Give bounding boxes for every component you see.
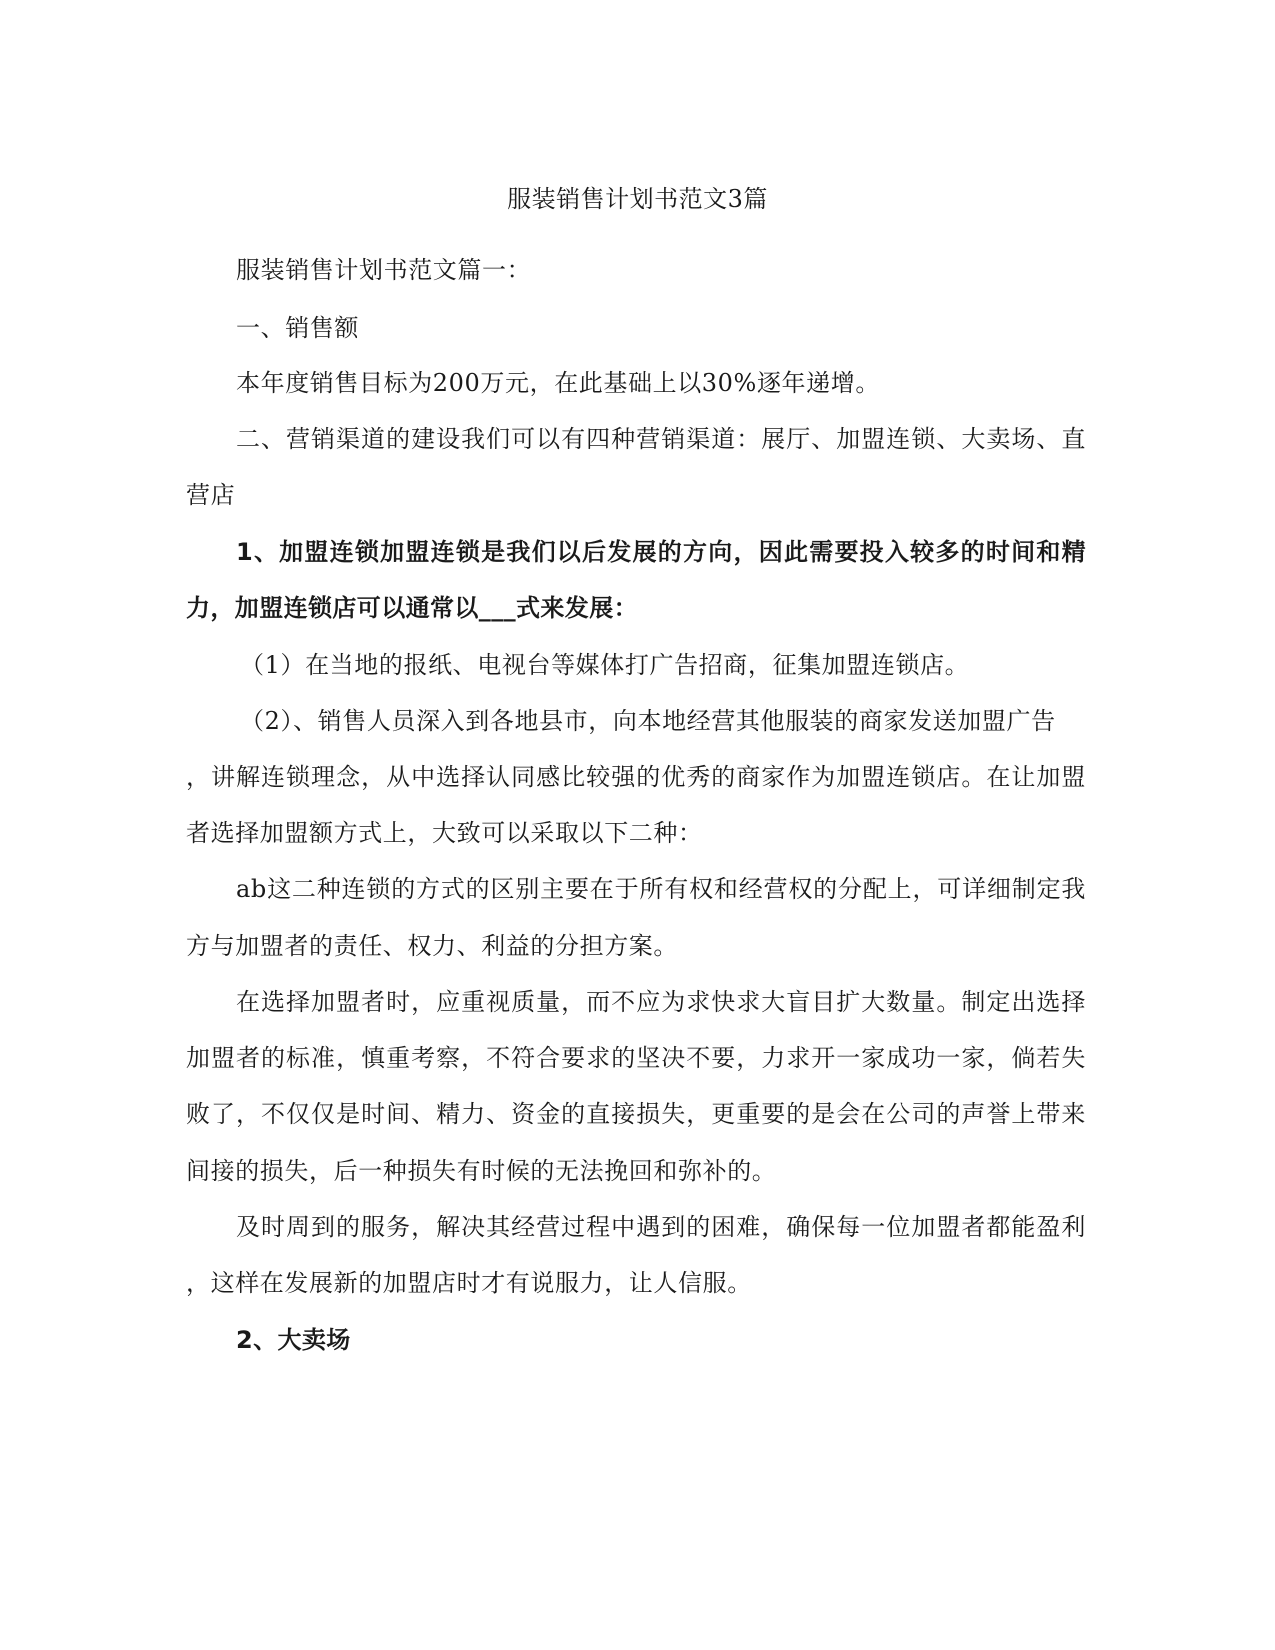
heading-hypermarket: 2、大卖场 [236,1326,351,1354]
list-item-2-line-3: 者选择加盟额方式上，大致可以采取以下二种： [186,819,703,847]
paragraph-selection-line-4: 间接的损失，后一种损失有时候的无法挽回和弥补的。 [186,1157,777,1185]
paragraph-service-line-1: 及时周到的服务，解决其经营过程中遇到的困难，确保每一位加盟者都能盈利 [236,1213,1086,1241]
document-title: 服装销售计划书范文3篇 [507,185,768,213]
list-item-2-line-1: （2）、销售人员深入到各地县市，向本地经营其他服装的商家发送加盟广告 [240,707,1056,735]
paragraph-selection-line-1: 在选择加盟者时，应重视质量，而不应为求快求大盲目扩大数量。制定出选择 [236,988,1086,1016]
heading-sales-amount: 一、销售额 [236,314,359,342]
paragraph-service-line-2: ，这样在发展新的加盟店时才有说服力，让人信服。 [186,1269,752,1297]
paragraph-selection-line-2: 加盟者的标准，慎重考察，不符合要求的坚决不要，力求开一家成功一家，倘若失 [186,1044,1086,1072]
paragraph-selection-line-3: 败了，不仅仅是时间、精力、资金的直接损失，更重要的是会在公司的声誉上带来 [186,1100,1086,1128]
list-item-2-line-2: ，讲解连锁理念，从中选择认同感比较强的优秀的商家作为加盟连锁店。在让加盟 [186,763,1086,791]
paragraph-sales-target: 本年度销售目标为200万元，在此基础上以30%逐年递增。 [236,369,880,397]
paragraph-ab-line-2: 方与加盟者的责任、权力、利益的分担方案。 [186,932,678,960]
paragraph-channels-line-2: 营店 [186,481,236,509]
paragraph-channels-line-1: 二、营销渠道的建设我们可以有四种营销渠道：展厅、加盟连锁、大卖场、直 [236,425,1086,453]
heading-franchise-line-1: 1、加盟连锁加盟连锁是我们以后发展的方向，因此需要投入较多的时间和精 [236,538,1086,566]
list-item-1: （1）在当地的报纸、电视台等媒体打广告招商，征集加盟连锁店。 [240,651,970,679]
section-heading-part-one: 服装销售计划书范文篇一： [236,256,532,284]
paragraph-ab-line-1: ab这二种连锁的方式的区别主要在于所有权和经营权的分配上，可详细制定我 [236,875,1086,903]
heading-franchise-line-2: 力，加盟连锁店可以通常以___式来发展： [186,594,638,622]
